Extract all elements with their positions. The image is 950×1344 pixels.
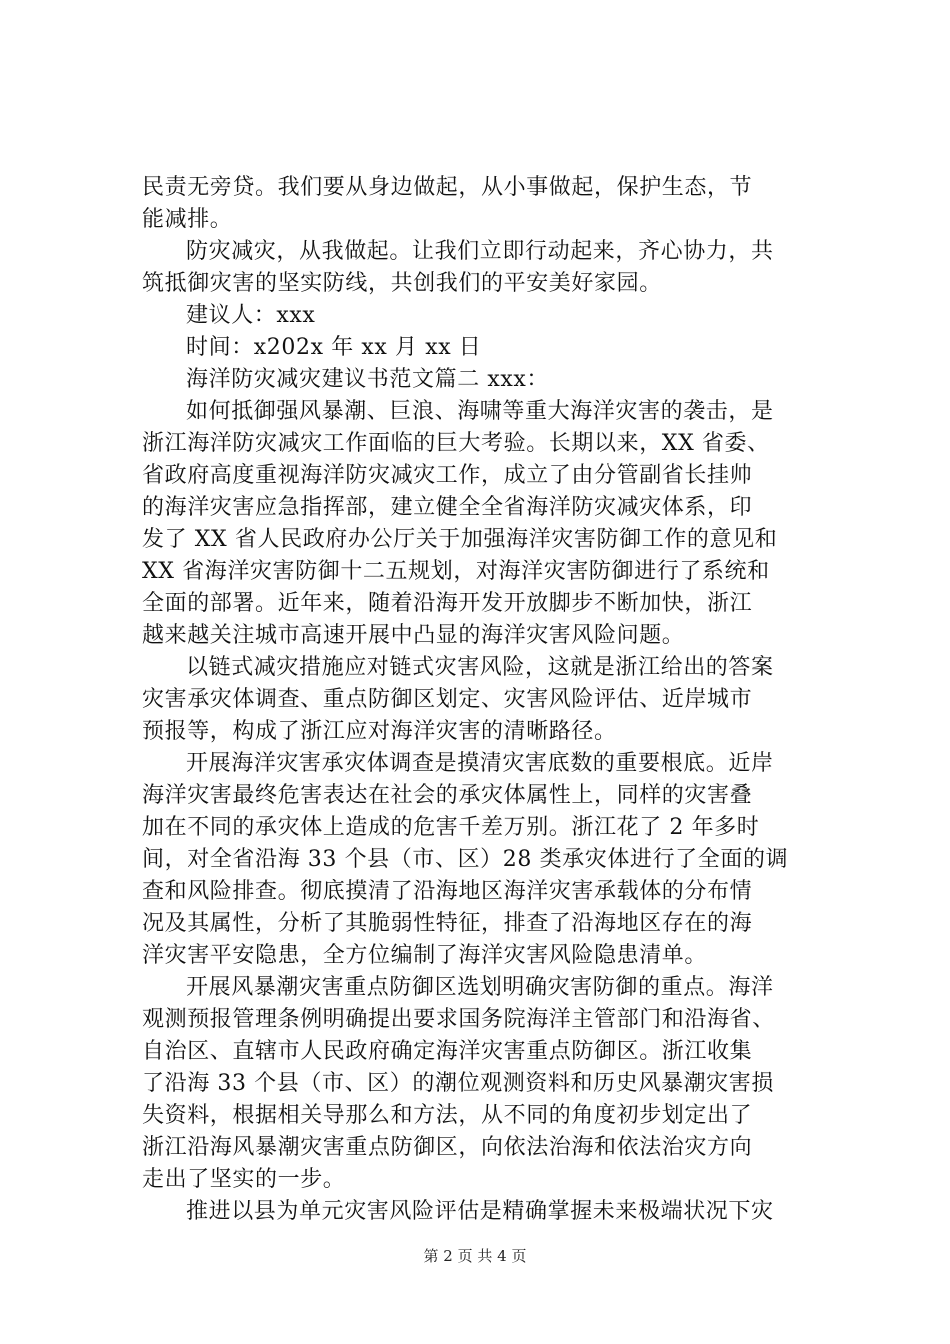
text-line: 发了 XX 省人民政府办公厅关于加强海洋灾害防御工作的意见和: [142, 527, 778, 552]
text-line: 全面的部署。近年来，随着沿海开发开放脚步不断加快，浙江: [142, 591, 753, 616]
text-line: 了沿海 33 个县（市、区）的潮位观测资料和历史风暴潮灾害损: [142, 1071, 774, 1096]
text-line: 洋灾害平安隐患，全方位编制了海洋灾害风险隐患清单。: [142, 943, 708, 968]
text-line: 以链式减灾措施应对链式灾害风险，这就是浙江给出的答案: [186, 655, 774, 680]
text-line: 失资料，根据相关导那么和方法，从不同的角度初步划定出了: [142, 1103, 753, 1128]
text-line: 筑抵御灾害的坚实防线，共创我们的平安美好家园。: [142, 271, 662, 296]
text-line: 开展海洋灾害承灾体调查是摸清灾害底数的重要根底。近岸: [186, 751, 774, 776]
text-line: 建议人：xxx: [186, 303, 316, 328]
text-line: 海洋灾害最终危害表达在社会的承灾体属性上，同样的灾害叠: [142, 783, 753, 808]
text-line: 浙江海洋防灾减灾工作面临的巨大考验。长期以来，XX 省委、: [142, 431, 770, 456]
text-line: 走出了坚实的一步。: [142, 1167, 346, 1192]
text-line: 间，对全省沿海 33 个县（市、区）28 类承灾体进行了全面的调: [142, 847, 789, 872]
text-line: 加在不同的承灾体上造成的危害千差万别。浙江花了 2 年多时: [142, 815, 760, 840]
page-footer: 第 2 页 共 4 页: [423, 1247, 527, 1265]
text-line: 预报等，构成了浙江应对海洋灾害的清晰路径。: [142, 719, 617, 744]
text-line: 查和风险排查。彻底摸清了沿海地区海洋灾害承载体的分布情: [142, 879, 753, 904]
text-line: XX 省海洋灾害防御十二五规划，对海洋灾害防御进行了系统和: [142, 559, 770, 584]
text-line: 推进以县为单元灾害风险评估是精确掌握未来极端状况下灾: [186, 1199, 774, 1224]
text-line: 时间：x202x 年 xx 月 xx 日: [186, 335, 482, 360]
text-line: 防灾减灾，从我做起。让我们立即行动起来，齐心协力，共: [186, 239, 774, 264]
text-line: 自治区、直辖市人民政府确定海洋灾害重点防御区。浙江收集: [142, 1039, 753, 1064]
text-line: 观测预报管理条例明确提出要求国务院海洋主管部门和沿海省、: [142, 1007, 775, 1032]
text-line: 况及其属性，分析了其脆弱性特征，排查了沿海地区存在的海: [142, 911, 753, 936]
text-line: 如何抵御强风暴潮、巨浪、海啸等重大海洋灾害的袭击，是: [186, 399, 774, 424]
text-line: 浙江沿海风暴潮灾害重点防御区，向依法治海和依法治灾方向: [142, 1135, 753, 1160]
text-line: 灾害承灾体调查、重点防御区划定、灾害风险评估、近岸城市: [142, 687, 753, 712]
text-line: 开展风暴潮灾害重点防御区选划明确灾害防御的重点。海洋: [186, 975, 774, 1000]
document-body: [142, 172, 832, 1228]
text-line: 越来越关注城市高速开展中凸显的海洋灾害风险问题。: [142, 623, 685, 648]
text-line: 海洋防灾减灾建议书范文篇二 xxx：: [186, 367, 550, 392]
text-line: 的海洋灾害应急指挥部，建立健全全省海洋防灾减灾体系，印: [142, 495, 753, 520]
text-line: 民责无旁贷。我们要从身边做起，从小事做起，保护生态，节: [142, 175, 753, 200]
text-line: 省政府高度重视海洋防灾减灾工作，成立了由分管副省长挂帅: [142, 463, 753, 488]
text-line: 能减排。: [142, 207, 233, 232]
